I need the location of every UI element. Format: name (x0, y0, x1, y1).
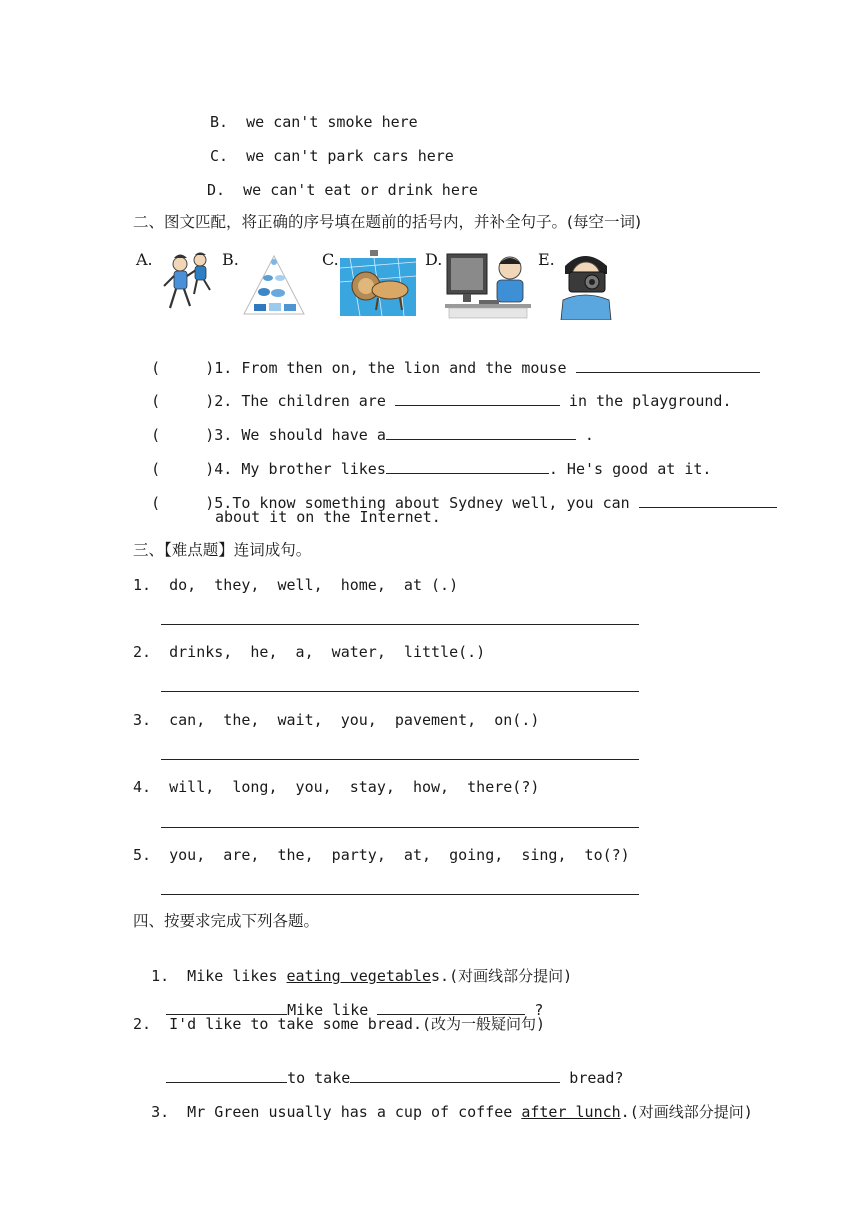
answer-text: to take (287, 1069, 351, 1087)
boy-at-computer-picture (445, 248, 531, 320)
item-number: 2. (214, 392, 233, 410)
picture-letter-a: A. (136, 250, 153, 269)
food-pyramid-picture (238, 248, 310, 320)
answer-blank[interactable] (166, 1068, 287, 1083)
answer-paren[interactable]: ( ) (151, 494, 215, 512)
reorder-item-5: 5. you, are, the, party, at, going, sing, to(?) (133, 846, 630, 864)
item-text-end: in the playground. (559, 392, 732, 410)
underlined-text: after lunch (521, 1103, 621, 1121)
question-instruction: s.(对画线部分提问) (431, 967, 573, 985)
item-number: 5. (214, 494, 233, 512)
picture-letter-c: C. (322, 250, 339, 269)
answer-paren[interactable]: ( ) (151, 460, 215, 478)
answer-blank[interactable] (386, 425, 576, 440)
section3-heading: 三、【难点题】连词成句。 (133, 541, 312, 559)
lion-in-net-picture (340, 248, 416, 320)
answer-blank[interactable] (350, 1068, 560, 1083)
answer-blank[interactable] (166, 1000, 287, 1015)
question-text: 3. Mr Green usually has a cup of coffee (151, 1103, 522, 1121)
picture-letter-e: E. (538, 250, 555, 269)
item-text-end: . (575, 426, 594, 444)
answer-paren[interactable]: ( ) (151, 392, 215, 410)
answer-paren[interactable]: ( ) (151, 359, 215, 377)
reorder-item-2: 2. drinks, he, a, water, little(.) (133, 643, 486, 661)
answer-line-5[interactable] (161, 894, 639, 895)
answer-blank[interactable] (386, 459, 549, 474)
picture-letter-d: D. (425, 250, 443, 269)
section4-heading: 四、按要求完成下列各题。 (133, 912, 320, 930)
item-text: From then on, the lion and the mouse (232, 359, 576, 377)
answer-blank[interactable] (377, 1000, 525, 1015)
section2-heading: 二、图文匹配，将正确的序号填在题前的括号内，并补全句子。(每空一词) (133, 213, 642, 231)
reorder-item-4: 4. will, long, you, stay, how, there(?) (133, 778, 540, 796)
boy-with-camera-picture (555, 248, 615, 320)
reorder-item-3: 3. can, the, wait, you, pavement, on(.) (133, 711, 540, 729)
answer-line-4[interactable] (161, 827, 639, 828)
option-d: D. we can't eat or drink here (207, 181, 478, 199)
item-number: 4. (214, 460, 233, 478)
item-text: The children are (232, 392, 395, 410)
match-item-5-continued: about it on the Internet. (215, 508, 441, 526)
picture-letter-b: B. (222, 250, 239, 269)
answer-blank[interactable] (639, 493, 777, 508)
question-instruction: .(对画线部分提问) (620, 1103, 753, 1121)
item-text: My brother likes (232, 460, 386, 478)
answer-paren[interactable]: ( ) (151, 426, 215, 444)
underlined-text: eating vegetable (286, 967, 432, 985)
item-text-end: . He's good at it. (548, 460, 712, 478)
answer-line-1[interactable] (161, 624, 639, 625)
option-c: C. we can't park cars here (210, 147, 454, 165)
question-text: 1. Mike likes (151, 967, 287, 985)
children-running-picture (150, 248, 222, 320)
item-number: 3. (214, 426, 233, 444)
item-text: We should have a (232, 426, 386, 444)
answer-blank[interactable] (395, 391, 560, 406)
rewrite-question-3 (133, 1082, 753, 1122)
item-text: To know something about Sydney well, you can (232, 494, 639, 512)
answer-end: bread? (560, 1069, 624, 1087)
reorder-item-1: 1. do, they, well, home, at (.) (133, 576, 459, 594)
answer-text: Mike like (287, 1001, 378, 1019)
answer-line-3[interactable] (161, 759, 639, 760)
answer-line-2[interactable] (161, 691, 639, 692)
item-number: 1. (214, 359, 233, 377)
option-b: B. we can't smoke here (210, 113, 418, 131)
rewrite-question-2: 2. I'd like to take some bread.(改为一般疑问句) (133, 1015, 546, 1033)
answer-end: ? (525, 1001, 544, 1019)
